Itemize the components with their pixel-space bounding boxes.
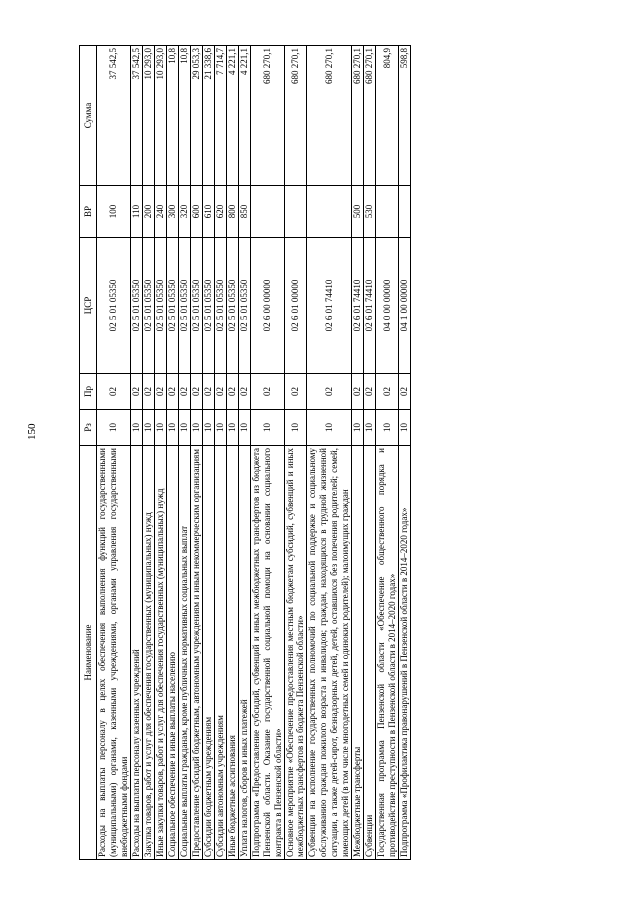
cell-pr: 02: [226, 374, 238, 410]
cell-vr: 300: [166, 186, 178, 238]
cell-csr: 04 0 00 00000: [376, 238, 399, 374]
cell-name: Социальные выплаты гражданам, кроме публичных нормативных социальных выплат: [178, 446, 190, 860]
cell-pr: 02: [399, 374, 411, 410]
cell-sum: 37 542,5: [97, 46, 131, 186]
cell-vr: 600: [190, 186, 202, 238]
header-rz: Рз: [80, 410, 97, 446]
cell-vr: [307, 186, 352, 238]
table-header-row: [80, 46, 97, 860]
cell-rz: 10: [190, 410, 202, 446]
cell-rz: 10: [307, 410, 352, 446]
cell-vr: 530: [364, 186, 376, 238]
table-row: [202, 46, 214, 860]
cell-rz: 10: [399, 410, 411, 446]
cell-csr: 02 5 01 05350: [226, 238, 238, 374]
cell-sum: 680 270,1: [250, 46, 284, 186]
cell-sum: 37 542,5: [130, 46, 142, 186]
table-row: [399, 46, 411, 860]
cell-pr: 02: [307, 374, 352, 410]
header-csr: ЦСР: [80, 238, 97, 374]
table-row: [284, 46, 307, 860]
table-row: [376, 46, 399, 860]
cell-sum: 10 293,0: [154, 46, 166, 186]
cell-rz: 10: [178, 410, 190, 446]
cell-vr: 100: [97, 186, 131, 238]
table-row: [97, 46, 131, 860]
cell-rz: 10: [154, 410, 166, 446]
cell-vr: 320: [178, 186, 190, 238]
table-row: [238, 46, 250, 860]
cell-name: Субсидии автономным учреждениям: [214, 446, 226, 860]
cell-sum: 4 221,1: [226, 46, 238, 186]
table-row: [352, 46, 364, 860]
header-vr: ВР: [80, 186, 97, 238]
cell-vr: 240: [154, 186, 166, 238]
cell-vr: 800: [226, 186, 238, 238]
cell-rz: 10: [142, 410, 154, 446]
header-pr: Пр: [80, 374, 97, 410]
cell-rz: 10: [226, 410, 238, 446]
table-row: [190, 46, 202, 860]
cell-name: Субвенции: [364, 446, 376, 860]
table-row: [214, 46, 226, 860]
cell-pr: 02: [364, 374, 376, 410]
cell-name: Закупка товаров, работ и услуг для обеспечения государственных (муниципальных) нужд: [142, 446, 154, 860]
cell-sum: 680 270,1: [284, 46, 307, 186]
cell-pr: 02: [166, 374, 178, 410]
cell-vr: 610: [202, 186, 214, 238]
cell-csr: 02 5 01 05350: [190, 238, 202, 374]
page-number: 150: [26, 423, 38, 440]
cell-csr: 02 5 01 05350: [178, 238, 190, 374]
cell-sum: 10 293,0: [142, 46, 154, 186]
cell-pr: 02: [190, 374, 202, 410]
table-row: [178, 46, 190, 860]
table-row: [364, 46, 376, 860]
cell-rz: 10: [166, 410, 178, 446]
cell-name: Уплата налогов, сборов и иных платежей: [238, 446, 250, 860]
cell-pr: 02: [202, 374, 214, 410]
cell-pr: 02: [376, 374, 399, 410]
cell-name: Межбюджетные трансферты: [352, 446, 364, 860]
cell-sum: 4 221,1: [238, 46, 250, 186]
cell-name: Расходы на выплаты персоналу в целях обеспечения выполнения функций государственными (муниципальными) органами, казенными учреждениями, органами управления государственными внебюджетными фондами: [97, 446, 131, 860]
cell-name: Расходы на выплаты персоналу казенных учреждений: [130, 446, 142, 860]
cell-vr: 200: [142, 186, 154, 238]
cell-vr: 110: [130, 186, 142, 238]
cell-rz: 10: [250, 410, 284, 446]
cell-vr: 850: [238, 186, 250, 238]
cell-pr: 02: [154, 374, 166, 410]
cell-csr: 02 5 01 05350: [97, 238, 131, 374]
table-row: [154, 46, 166, 860]
cell-name: Субсидии бюджетным учреждениям: [202, 446, 214, 860]
cell-csr: 02 5 01 05350: [130, 238, 142, 374]
cell-csr: 02 5 01 05350: [202, 238, 214, 374]
cell-rz: 10: [202, 410, 214, 446]
cell-sum: 7 714,7: [214, 46, 226, 186]
cell-pr: 02: [284, 374, 307, 410]
rotated-page-content: [79, 46, 564, 860]
cell-name: Субвенции на исполнение государственных полномочий по социальной поддержке и социальному обслуживанию граждан пожилого возраста и инвалидов; граждан, находящихся в трудной жизненной ситуации, а также детей-сирот, безнадзорных детей, детей, оставшихся без попечения родителей; семей, имеющих детей (в том числе многодетных семей и одиноких родителей); малоимущих граждан: [307, 446, 352, 860]
cell-rz: 10: [238, 410, 250, 446]
cell-sum: 598,8: [399, 46, 411, 186]
table-row: [307, 46, 352, 860]
table-row: [226, 46, 238, 860]
cell-pr: 02: [214, 374, 226, 410]
cell-csr: 02 5 01 05350: [214, 238, 226, 374]
cell-rz: 10: [284, 410, 307, 446]
cell-rz: 10: [214, 410, 226, 446]
table-row: [166, 46, 178, 860]
cell-csr: 02 5 01 05350: [166, 238, 178, 374]
cell-rz: 10: [364, 410, 376, 446]
cell-csr: 02 6 01 74410: [307, 238, 352, 374]
cell-name: Предоставление субсидий бюджетным, автономным учреждениям и иным некоммерческим организациям: [190, 446, 202, 860]
cell-pr: 02: [238, 374, 250, 410]
cell-rz: 10: [97, 410, 131, 446]
cell-csr: 02 6 01 74410: [364, 238, 376, 374]
cell-csr: 02 6 01 74410: [352, 238, 364, 374]
cell-csr: 02 5 01 05350: [238, 238, 250, 374]
cell-sum: 10,8: [166, 46, 178, 186]
cell-vr: [284, 186, 307, 238]
cell-vr: [250, 186, 284, 238]
cell-sum: 10,8: [178, 46, 190, 186]
header-name: Наименование: [80, 446, 97, 860]
cell-csr: 02 6 00 00000: [250, 238, 284, 374]
cell-sum: 21 338,6: [202, 46, 214, 186]
cell-name: Подпрограмма «Профилактика правонарушений в Пензенской области в 2014–2020 годах»: [399, 446, 411, 860]
cell-pr: 02: [178, 374, 190, 410]
cell-sum: 29 053,3: [190, 46, 202, 186]
cell-vr: 620: [214, 186, 226, 238]
cell-rz: 10: [130, 410, 142, 446]
cell-sum: 680 270,1: [352, 46, 364, 186]
cell-name: Социальное обеспечение и иные выплаты населению: [166, 446, 178, 860]
cell-csr: 02 6 01 00000: [284, 238, 307, 374]
cell-vr: 500: [352, 186, 364, 238]
cell-name: Иные бюджетные ассигнования: [226, 446, 238, 860]
table-row: [142, 46, 154, 860]
cell-sum: 680 270,1: [364, 46, 376, 186]
cell-name: Иные закупки товаров, работ и услуг для обеспечения государственных (муниципальных) нужд: [154, 446, 166, 860]
cell-sum: 680 270,1: [307, 46, 352, 186]
cell-pr: 02: [97, 374, 131, 410]
cell-pr: 02: [130, 374, 142, 410]
cell-name: Основное мероприятие «Обеспечение предоставления местным бюджетам субсидий, субвенций и иных межбюджетных трансфертов из бюджета Пензенской области»: [284, 446, 307, 860]
cell-csr: 04 1 00 00000: [399, 238, 411, 374]
table-row: [250, 46, 284, 860]
cell-csr: 02 5 01 05350: [142, 238, 154, 374]
cell-vr: [376, 186, 399, 238]
budget-table: [79, 45, 411, 860]
cell-pr: 02: [250, 374, 284, 410]
table-row: [130, 46, 142, 860]
cell-csr: 02 5 01 05350: [154, 238, 166, 374]
cell-pr: 02: [142, 374, 154, 410]
cell-name: Подпрограмма «Предоставление субсидий, субвенций и иных межбюджетных трансфертов из бюджета Пензенской области. Оказание государственной социальной помощи на основании социального контракта в Пензенской области»: [250, 446, 284, 860]
header-sum: Сумма: [80, 46, 97, 186]
cell-pr: 02: [352, 374, 364, 410]
cell-name: Государственная программа Пензенской области «Обеспечение общественного порядка и противодействие преступности в Пензенской области в 2014–2020 годах»: [376, 446, 399, 860]
cell-rz: 10: [352, 410, 364, 446]
cell-rz: 10: [376, 410, 399, 446]
cell-vr: [399, 186, 411, 238]
cell-sum: 804,9: [376, 46, 399, 186]
